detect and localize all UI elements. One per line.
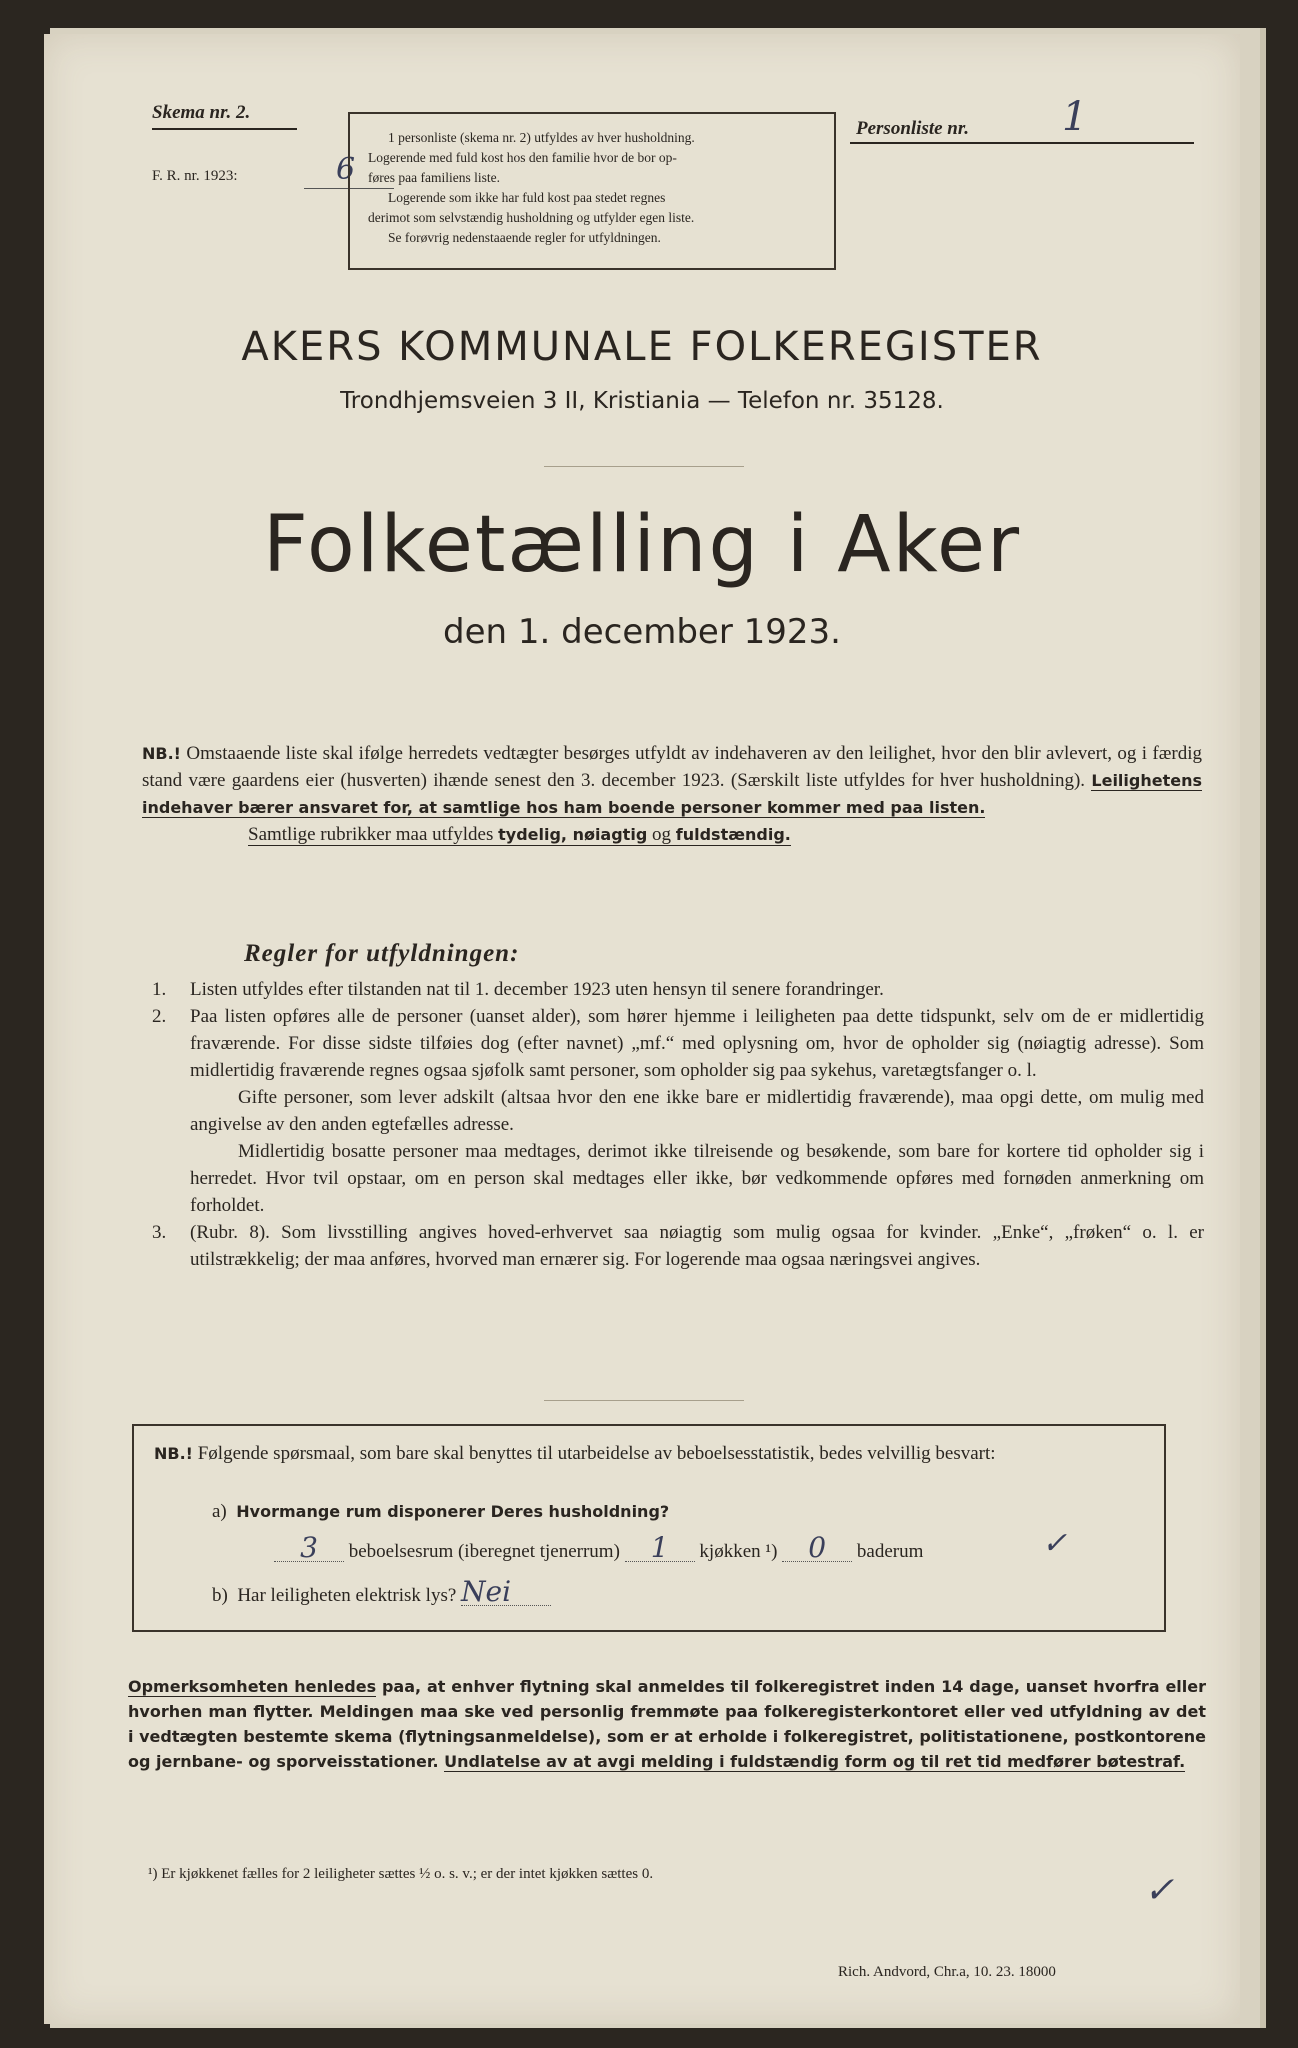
rule-number: 1. xyxy=(152,979,167,1000)
personliste-label: Personliste nr. xyxy=(856,118,969,139)
rule-item xyxy=(152,976,1204,1003)
question-b-label: b) xyxy=(212,1585,228,1606)
fr-number-label: F. R. nr. 1923: xyxy=(152,168,238,184)
notice-text: paa, at enhver flytning skal anmeldes til folkeregistret inden 14 dage, uanset hvorfra eller hvorhen man flytter. Meldingen maa ske ved personlig fremmøte paa folkeregisterkontoret eller ved utfyldning av det i vedtægten bestemte skema (flytningsanmeldelse), som er at erholde i folkeregistret, politistationene, postkontorene og jernbane- og sporveisstationer. xyxy=(128,1677,1207,1771)
skema-number: Skema nr. 2. xyxy=(152,102,297,130)
check-mark: ✓ xyxy=(1042,1526,1068,1561)
info-line: derimot som selvstændig husholdning og utfylder egen liste. xyxy=(368,210,695,225)
personliste-value: 1 xyxy=(1062,94,1088,140)
rule-item xyxy=(152,1219,1204,1273)
nb-responsibility: Leilighetens indehaver bærer ansvaret for, at samtlige hos ham boende personer kommer med paa listen. xyxy=(142,771,1202,817)
info-line: Se forøvrig nedenstaaende regler for utfyldningen. xyxy=(388,230,661,245)
nb-notice xyxy=(142,740,1202,848)
personliste-line xyxy=(850,142,1194,144)
notice-penalty: Undlatelse av at avgi melding i fuldstændig form og til ret tid medfører bøtestraf. xyxy=(444,1752,1186,1771)
questions-intro-text: Følgende spørsmaal, som bare skal benyttes til utarbeidelse av beboelsesstatistik, bedes velvillig besvart: xyxy=(197,1443,996,1464)
kitchen-label: kjøkken ¹) xyxy=(699,1541,778,1562)
page-date: den 1. december 1923. xyxy=(443,612,841,652)
questions-nb-label: NB.! xyxy=(154,1444,193,1463)
question-a-text: Hvormange rum disponerer Deres husholdning? xyxy=(236,1502,670,1521)
organization-name: AKERS KOMMUNALE FOLKEREGISTER xyxy=(241,324,1043,370)
notice-heading: Opmerksomheten henledes xyxy=(128,1677,377,1696)
info-line: Logerende som ikke har fuld kost paa stedet regnes xyxy=(388,190,666,205)
rule-number: 2. xyxy=(152,1006,167,1027)
rule-text: Midlertidig bosatte personer maa medtages, derimot ikke tilreisende og besøkende, som bare for kortere tid opholder sig i herredet. Hvor tvil opstaar, om en person skal medtages eller ikke, bør vedkommende opføres med fornøden anmerkning om forholdet. xyxy=(190,1141,1204,1216)
footnote: ¹) Er kjøkkenet fælles for 2 leiligheter sættes ½ o. s. v.; er der intet kjøkken sættes 0. xyxy=(148,1866,654,1882)
nb-fill-complete: fuldstændig. xyxy=(675,825,791,844)
page-title: Folketælling i Aker xyxy=(262,500,1022,590)
nb-text: Omstaaende liste skal ifølge herredets vedtægter besørges utfyldt av indehaveren av den leilighet, hvor den blir avlevert, og i færdig stand være gaardens eier (husverten) ihænde senest den 3. december 1923. (Særskilt liste utfyldes for hver husholdning). xyxy=(142,743,1203,791)
bath-field[interactable]: 0 xyxy=(782,1534,852,1562)
rule-item xyxy=(152,1003,1204,1219)
fr-number-value: 6 xyxy=(336,152,356,187)
question-a xyxy=(212,1498,669,1525)
question-b-text: Har leiligheten elektrisk lys? xyxy=(237,1585,457,1606)
kitchen-field[interactable]: 1 xyxy=(625,1534,695,1562)
rule-text: Listen utfyldes efter tilstanden nat til 1. december 1923 uten hensyn til senere forandringer. xyxy=(190,979,884,1000)
nb-fill-all xyxy=(248,824,791,846)
divider xyxy=(544,466,744,467)
rooms-label: beboelsesrum (iberegnet tjenerrum) xyxy=(348,1541,620,1562)
moving-notice xyxy=(128,1674,1206,1774)
instructions-box xyxy=(348,112,836,270)
question-b xyxy=(212,1575,551,1609)
rules-list xyxy=(152,976,1204,1273)
rooms-field[interactable]: 3 xyxy=(274,1534,344,1562)
nb-fill-and: og xyxy=(652,824,672,845)
nb-label: NB.! xyxy=(142,744,181,763)
nb-fill-text: Samtlige rubrikker maa utfyldes xyxy=(248,824,494,845)
statistics-questions-box xyxy=(132,1424,1166,1632)
question-a-label: a) xyxy=(212,1501,227,1522)
printer-imprint: Rich. Andvord, Chr.a, 10. 23. 18000 xyxy=(838,1964,1056,1980)
questions-intro xyxy=(154,1440,1144,1467)
rule-text: (Rubr. 8). Som livsstilling angives hoved-erhvervet saa nøiagtig som mulig ogsaa for kvinder. „Enke“, „frøken“ o. l. er utilstrækkelig; der maa anføres, hvorved man ernærer sig. For logerende maa ogsaa næringsvei angives. xyxy=(190,1222,1204,1270)
final-check-mark: ✓ xyxy=(1144,1870,1175,1911)
info-line: Logerende med fuld kost hos den familie hvor de bor op- xyxy=(368,150,677,165)
bath-label: baderum xyxy=(856,1541,924,1562)
census-form-page xyxy=(44,34,1240,2024)
info-line: 1 personliste (skema nr. 2) utfyldes av hver husholdning. xyxy=(388,130,695,145)
info-line: føres paa familiens liste. xyxy=(368,170,500,185)
nb-fill-bold: tydelig, nøiagtig xyxy=(498,825,648,844)
answer-rooms-line xyxy=(274,1531,924,1565)
divider xyxy=(544,1400,744,1401)
rule-text: Paa listen opføres alle de personer (uanset alder), som hører hjemme i leiligheten paa dette tidspunkt, selv om de er midlertidig fraværende. For disse sidste tilføies dog (efter navnet) „mf.“ med oplysning om, hvor de opholder sig (nøiagtig adresse). Som midlertidig fraværende regnes ogsaa sjøfolk samt personer, som opholder sig paa sykehus, varetægtsfanger o. l. xyxy=(190,1006,1204,1081)
electric-light-field[interactable]: Nei xyxy=(461,1578,551,1606)
rule-number: 3. xyxy=(152,1222,167,1243)
organization-address: Trondhjemsveien 3 II, Kristiania — Telefon nr. 35128. xyxy=(340,388,944,414)
rules-heading: Regler for utfyldningen: xyxy=(244,940,520,967)
rule-text: Gifte personer, som lever adskilt (altsaa hvor den ene ikke bare er midlertidig fraværende), maa opgi dette, om mulig med angivelse av den anden egtefælles adresse. xyxy=(190,1087,1204,1135)
